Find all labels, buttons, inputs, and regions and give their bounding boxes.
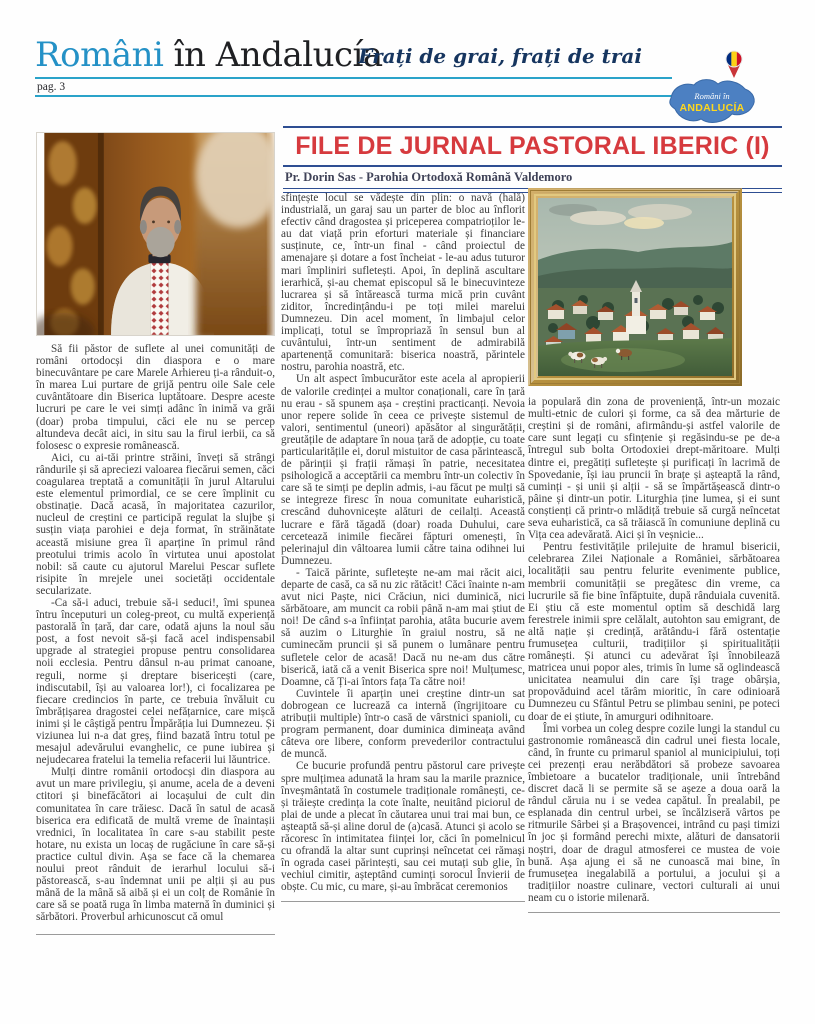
newspaper-title-blue: Români [35,35,164,75]
embroidered-collar-band [150,262,168,335]
romanian-flag-pin-icon [726,51,742,78]
newspaper-title-dark: în Andalucía [163,35,383,75]
painting-canvas [538,198,732,376]
paragraph: Ce bucurie profundă pentru păstorul care privește spre mulțimea adunată la hram sau la marile praznice, înveșmântată în costumele tradiționale românești, ce-și trăiește credința la cote înalte, neuitând piciorul de plai de unde a plecat în căutarea unui trai mai bun, ce așteaptă să-și aline dorul de (a)casă. Atunci și acolo se răcoresc în intimitatea ființei lor, căci în pomelnicul cu ofrandă la altar sunt cuprinși neîncetat cei rămași în ograda casei părintești, sau cei mutați sub glie, în vechiul cimitir, așteptând cuminți sorocul Învierii de obște. Cu mic, cu mare, și-au îmbrăcat ceremonios [281,760,525,894]
paragraph: Mulți dintre românii ortodocși din diaspora au avut un mare privilegiu, și anume, acela de a deveni ctitori și binefăcători ai locașului de cult din comunitatea în care trăiesc. Dacă în satul de acasă biserica era edificată de multă vreme de înaintașii vrednici, în localitatea în care s-au stabilit peste hotare, nu exista un locaș de rugăciune în care să-și practice cultul divin. Așa se face că la chemarea noului preot rânduit de ierarhul locului să-i păstorească, s-au îndemnat unii pe alții și au pus mână de la mână să aibă și ei un colț de Românie în care să se poată ruga în limba maternă în duminici și sărbători. Proverbul arhicunoscut că omul [36,766,275,924]
article-column-3 [528,188,780,913]
beard [146,227,174,257]
masthead-rule-bottom [35,95,672,97]
paragraph: sfințește locul se vădește din plin: o navă (hală) industrială, un garaj sau un parter de bloc au înflorit efectiv când dragostea și priceperea compatrioților le-au dat viață prin eforturi materiale și financiare susținute, ce, într-un final - când proiectul de amenajare și dotare a fost încheiat - le-au adus tuturor mari împliniri sufletești. Apoi, în deplină ascultare ierarhică, și-au chemat episcopul să le binecuvinteze lucrarea și să întărească turma mică prin cuvânt ziditor, încredințându-i pe toți milei marelui Dumnezeu. Din acel moment, în limbajul celor implicați, totul se împropriază în sensul bun al cuvântului, într-un sentiment de admirabilă apartenență comunitară: biserica noastră, părintele nostru, parohia noastră, etc. [281,192,525,374]
paragraph: Îmi vorbea un coleg despre cozile lungi la standul cu gastronomie românească din cadrul unei fiesta locale, când, în frunte cu primarul spaniol al municipiului, toți cei prezenți erau nerăbdători să probeze savoarea îmbietoare a bucatelor tradiționale, unii întrebând discret dacă li se permite să se așeze a doua oară la rândul căruia nu i se vedea capătul. În prealabil, pe esplanada din centrul urbei, se încălziseră vârtos pe ritmurile Sârbei și a Brașovencei, intrând cu pași timizi în joc și formând perechi mixte, alături de dansatorii noștri, doar de dragul atmosferei ce mustea de voie bună. Așa ajung ei să ne cunoască mai bine, în frumusețea inegalabilă a portului, a jocului și a tradițiilor noastre culinare, vectori culturali ai unui neam cu o istorie milenară. [528,722,780,904]
iconostasis-background [44,133,104,336]
article-byline: Pr. Dorin Sas - Parohia Ortodoxă Română Valdemoro [285,170,573,184]
village-painting [528,188,780,389]
paragraph: Un alt aspect îmbucurător este acela al apropierii de valorile credinței a multor conaționali, care în țară nu erau - să spunem așa - creștini practicanți. Nevoia unor repere solide în ceea ce privește sistemul de valori, sentimentul (uneori) apăsător al singurătății, greutățile de adaptare în noua țară de adopție, cu toate particularitățile ei, dorul mistuitor de casa părintească, de părinții și frații rămași în patrie, necesitatea psihologică a acceptării ca membru într-un colectiv în care să te simți pe deplin admis, i-au făcut pe mulți să se integreze firesc în noua comunitate euharistică, crescând duhovnicește alături de ceilalți. Această lucrare e fără tăgadă (doar) roada Duhului, care cercetează inimile fiecărei făpturi omenești, în pelerinajul din vâltoarea lumii către taina odihnei lui Dumnezeu. [281,373,525,567]
tagline: Frați de grai, frați de trai [358,44,642,68]
paragraph: Aici, cu ai-tăi printre străini, înveți să strângi rândurile și să apreciezi valoarea fiecărui semen, căci coagularea treptată a comunității în jurul Altarului este elementul primordial, ce se cere împlinit cu obstinație. Dacă acasă, în majoritatea cazurilor, nucleul de creștini ce participă regulat la slujbe și susțin viața parohiei e deja format, în străinătate această misiune grea îi aparține în primul rând preotului trimis acolo în virtutea unui apostolat nobil: să caute cu ajutorul Marelui Pescar suflete risipite în mrejele unei societăți occidentale secularizate. [36,451,275,597]
priest-photo-image [36,132,275,336]
article-column-1 [36,132,275,935]
masthead-rule-top [35,77,672,79]
article-column-2 [281,192,525,902]
paragraph: - Taică părinte, sufletește ne-am mai răcit aici, departe de casă, ca să nu zic rătăcit! Căci înainte n-am avut nici Paște, nici Crăciun, nici duminică, nici sărbătoare, am muncit ca robii până n-am mai știut de noi! De când s-a înființat parohia, atâta bucurie avem să auzim o Liturghie în graiul nostru, să ne cuminecăm pruncii și să punem o lumânare pentru sufletele celor de acasă! Dacă nu ne-am dus către biserică, iată că a venit Biserica spre noi! Mulțumesc, Doamne, că Ți-ai întors fața Ta către noi! [281,566,525,688]
paragraph: Cuvintele îi aparțin unei creștine dintr-un sat dobrogean ce lucrează ca internă (îngrijitoare cu atribuții multiple) într-o casă de vârstnici spanioli, cu program permanent, doar duminica dimineața având câteva ore libere, conform prevederilor contractului de muncă. [281,687,525,761]
village-painting-image [528,188,742,386]
paragraph: -Ca să-i aduci, trebuie să-i seduci!, îmi spunea întru începuturi un coleg-preot, cu multă experiență pastorală în țară, dar care, odată ajuns la noul său post, a fost nevoit să-și facă acel indispensabil upgrade al strategiei propuse pentru consolidarea noii ecclesia. Pentru dânsul n-au primat canoane, reguli, norme și dreptare bisericești (care, indiscutabil, își au valoarea lor!), ci focalizarea pe fiecare credincios în parte, ce trebuia învăluit cu îmbrățișarea dragostei celei nefățarnice, care mișcă inimi și le câștigă pentru Împărăția lui Dumnezeu. Și viziunea lui n-a dat greș, fiind bazată întru totul pe mesajul adevărului evanghelic, ce pune iubirea și nejudecarea fratelui la temelia refacerii lui lăuntrice. [36,596,275,767]
page-number: pag. 3 [37,80,66,93]
logo-text-line2: ANDALUCÍA [679,102,745,114]
paragraph: ia populară din zona de proveniență, într-un mozaic multi-etnic de culori și forme, ca să dea mărturie de creștini și de români, afirmându-și astfel valorile de care sunt legați cu sfințenie și regăsindu-se pe de-a întregul sub bolta Ortodoxiei drept-măritoare. Mulți dintre ei, pregătiți sufletește și purificați în lacrimă de Spovedanie, își iau pruncii în brațe și așteaptă la rând, cuminți - și unii și alții - să se împărtășească dintr-o pâine și dintr-un potir. Liturghia ține lumea, și ei sunt conștienți că printr-o mlădiță trebuie să curgă neîncetat seva euharistică, ca să trăiască în comuniune deplină cu Vița cea adevărată. Aici și în veșnicie... [528,396,780,542]
paragraph: Pentru festivitățile prilejuite de hramul bisericii, celebrarea Zilei Naționale a României, sărbătoarea localității sau pentru felurite evenimente publice, membrii comunității se pregătesc din vreme, ca lucrurile să fie bine înfăptuite, după rânduiala cuvenită. Ei știu că este momentul optim să deschidă larg ferestrele inimii spre celălalt, autohton sau emigrant, de altă nație și credință, arătându-i fără ostentație frumusețea culturii, tradițiilor și spiritualității românești. Și atunci cu adevărat își înnobilează matricea unui popor ales, trimis în lume să oglindească unicitatea neamului din care își trage obârșia, propovăduind acel tărâm mioritic, în care odinioară Dumnezeu cu Sfântul Petru se plimbau senini, pe poteci doar de ei știute, în amurguri odihnitoare. [528,541,780,723]
logo-text-line1: Români în [694,91,730,101]
priest-photo [36,132,275,336]
paragraph: Să fii păstor de suflete al unei comunități de români ortodocși din diaspora e o mare binecuvântare pe care Marele Arhiereu ți-a rânduit-o, în marea Lui purtare de grijă pentru oile Sale cele cuvântătoare din Biserica luptătoare. Despre aceste lucruri pe care le vei simți adânc în inimă va grăi (doar) proba timpului, căci ele nu se percep altundeva decât aici, in situ sau la firul ierbii, ca să folosesc o expresie românească. [36,343,275,452]
masthead-area [35,35,780,114]
article-header [283,126,782,193]
article-title: FILE DE JURNAL PASTORAL IBERIC (I) [295,132,770,160]
